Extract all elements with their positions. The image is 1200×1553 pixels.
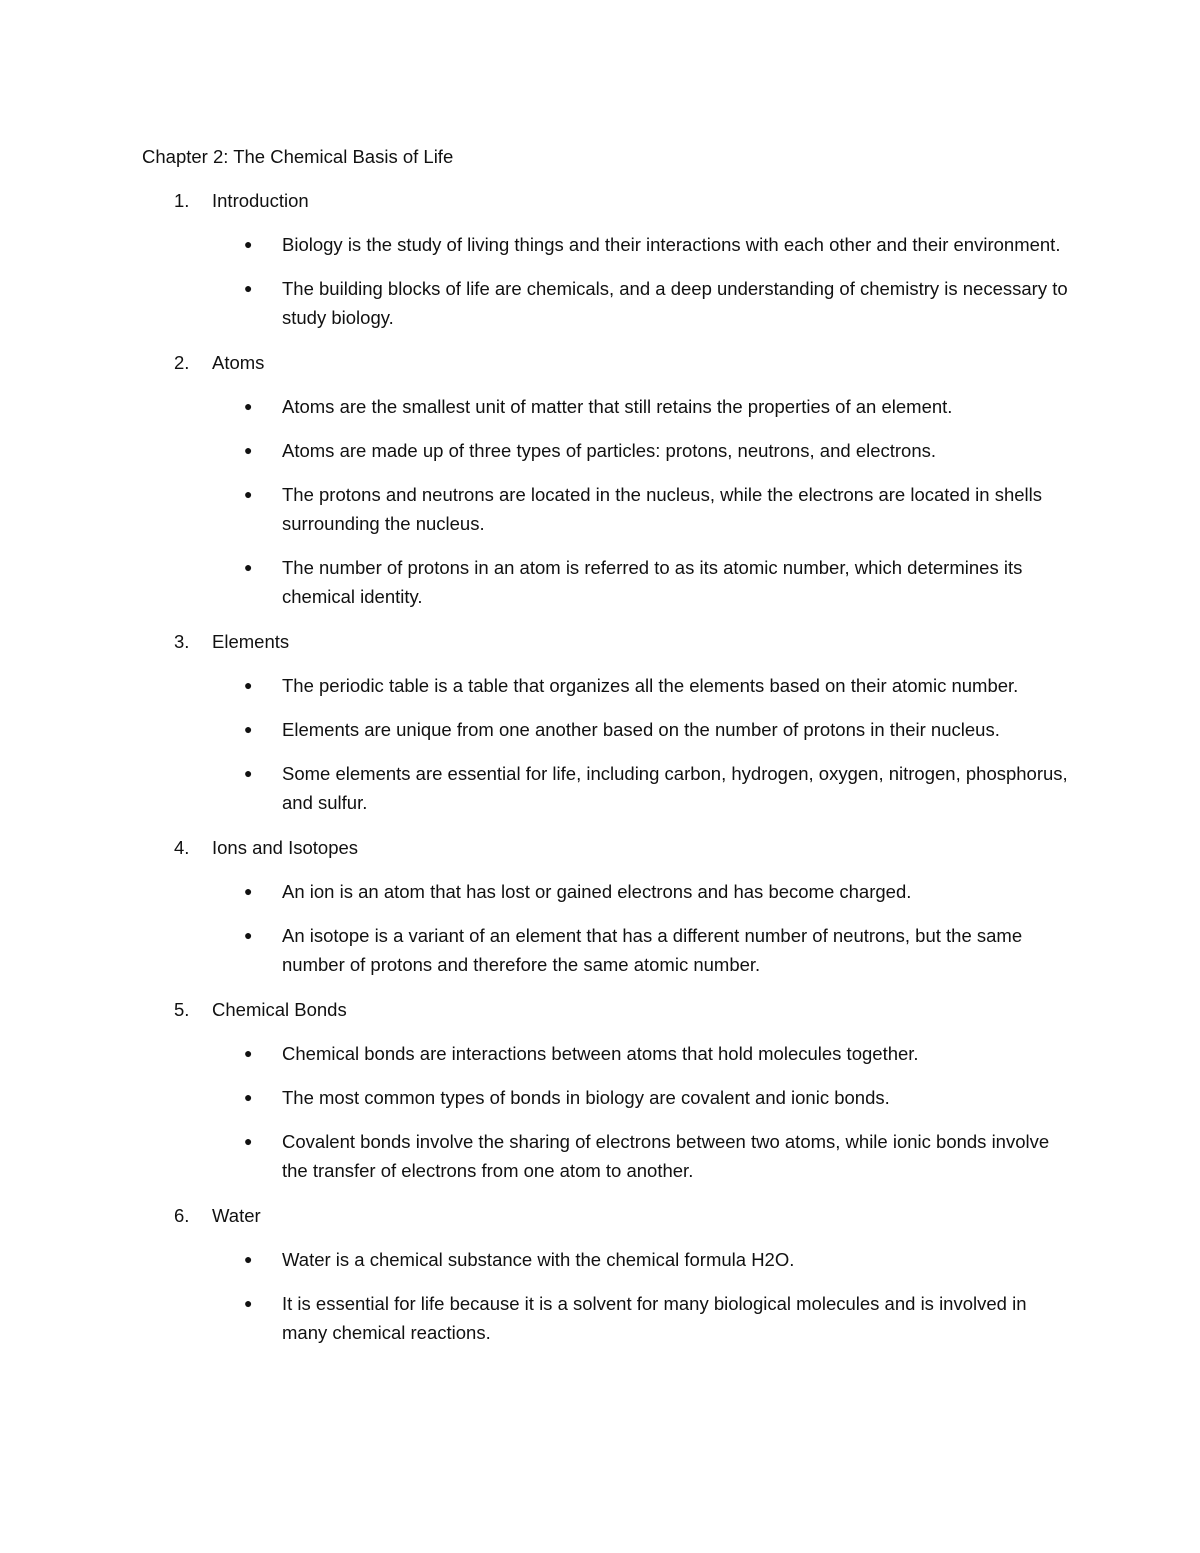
list-item xyxy=(142,1127,1072,1185)
list-item xyxy=(142,480,1072,538)
bullet-text: Chemical bonds are interactions between atoms that hold molecules together. xyxy=(282,1043,919,1064)
bullet-icon: ● xyxy=(244,721,253,737)
section-heading xyxy=(142,186,1072,215)
bullet-icon: ● xyxy=(244,559,253,575)
bullet-icon: ● xyxy=(244,1089,253,1105)
list-item xyxy=(142,671,1072,700)
bullet-icon: ● xyxy=(244,398,253,414)
bullet-icon: ● xyxy=(244,765,253,781)
section-title: Ions and Isotopes xyxy=(212,837,359,858)
list-item xyxy=(142,274,1072,332)
bullet-text: The building blocks of life are chemicals, and a deep understanding of chemistry is necessary to study biology. xyxy=(282,278,1068,328)
section-list xyxy=(142,186,1072,1347)
bullet-icon: ● xyxy=(244,677,253,693)
bullet-text: The most common types of bonds in biology are covalent and ionic bonds. xyxy=(282,1087,890,1108)
list-item xyxy=(142,921,1072,979)
bullet-text: Covalent bonds involve the sharing of electrons between two atoms, while ionic bonds involve the transfer of electrons from one atom to another. xyxy=(282,1131,1050,1181)
section-number: 2. xyxy=(174,352,190,373)
bullet-text: Water is a chemical substance with the chemical formula H2O. xyxy=(282,1249,795,1270)
section xyxy=(142,833,1072,979)
bullet-icon: ● xyxy=(244,486,253,502)
bullet-list xyxy=(142,877,1072,979)
section-heading xyxy=(142,833,1072,862)
bullet-list xyxy=(142,230,1072,332)
section-title: Introduction xyxy=(212,190,309,211)
list-item xyxy=(142,436,1072,465)
list-item xyxy=(142,877,1072,906)
section-heading xyxy=(142,1201,1072,1230)
list-item xyxy=(142,553,1072,611)
section-number: 6. xyxy=(174,1205,190,1226)
bullet-text: Elements are unique from one another based on the number of protons in their nucleus. xyxy=(282,719,1000,740)
bullet-text: Atoms are made up of three types of particles: protons, neutrons, and electrons. xyxy=(282,440,937,461)
list-item xyxy=(142,392,1072,421)
list-item xyxy=(142,1083,1072,1112)
section-number: 4. xyxy=(174,837,190,858)
list-item xyxy=(142,1289,1072,1347)
bullet-icon: ● xyxy=(244,1133,253,1149)
section-number: 1. xyxy=(174,190,190,211)
section xyxy=(142,995,1072,1185)
section xyxy=(142,186,1072,332)
bullet-icon: ● xyxy=(244,442,253,458)
section-heading xyxy=(142,348,1072,377)
bullet-icon: ● xyxy=(244,1251,253,1267)
chapter-title: Chapter 2: The Chemical Basis of Life xyxy=(142,146,454,167)
bullet-text: An ion is an atom that has lost or gained electrons and has become charged. xyxy=(282,881,912,902)
bullet-icon: ● xyxy=(244,280,253,296)
list-item xyxy=(142,1039,1072,1068)
bullet-icon: ● xyxy=(244,883,253,899)
bullet-text: The periodic table is a table that organizes all the elements based on their atomic number. xyxy=(282,675,1019,696)
bullet-list xyxy=(142,392,1072,611)
list-item xyxy=(142,715,1072,744)
section-heading xyxy=(142,627,1072,656)
list-item xyxy=(142,1245,1072,1274)
bullet-text: The number of protons in an atom is referred to as its atomic number, which determines its chemical identity. xyxy=(282,557,1023,607)
bullet-list xyxy=(142,1245,1072,1347)
section-title: Elements xyxy=(212,631,290,652)
section-title: Chemical Bonds xyxy=(212,999,347,1020)
bullet-icon: ● xyxy=(244,236,253,252)
bullet-icon: ● xyxy=(244,1045,253,1061)
bullet-list xyxy=(142,1039,1072,1185)
section-number: 3. xyxy=(174,631,190,652)
section-title: Water xyxy=(212,1205,261,1226)
section xyxy=(142,627,1072,817)
bullet-text: Atoms are the smallest unit of matter that still retains the properties of an element. xyxy=(282,396,953,417)
section xyxy=(142,1201,1072,1347)
bullet-list xyxy=(142,671,1072,817)
bullet-icon: ● xyxy=(244,1295,253,1311)
bullet-text: Biology is the study of living things and their interactions with each other and their environment. xyxy=(282,234,1061,255)
list-item xyxy=(142,759,1072,817)
section-heading xyxy=(142,995,1072,1024)
bullet-text: It is essential for life because it is a solvent for many biological molecules and is involved in many chemical reactions. xyxy=(282,1293,1027,1343)
section-number: 5. xyxy=(174,999,190,1020)
list-item xyxy=(142,230,1072,259)
section xyxy=(142,348,1072,611)
bullet-text: Some elements are essential for life, including carbon, hydrogen, oxygen, nitrogen, phosphorus, and sulfur. xyxy=(282,763,1068,813)
bullet-text: The protons and neutrons are located in the nucleus, while the electrons are located in shells surrounding the nucleus. xyxy=(282,484,1042,534)
section-title: Atoms xyxy=(212,352,265,373)
document-page xyxy=(142,142,1072,1363)
bullet-icon: ● xyxy=(244,927,253,943)
bullet-text: An isotope is a variant of an element that has a different number of neutrons, but the same number of protons and therefore the same atomic number. xyxy=(282,925,1023,975)
